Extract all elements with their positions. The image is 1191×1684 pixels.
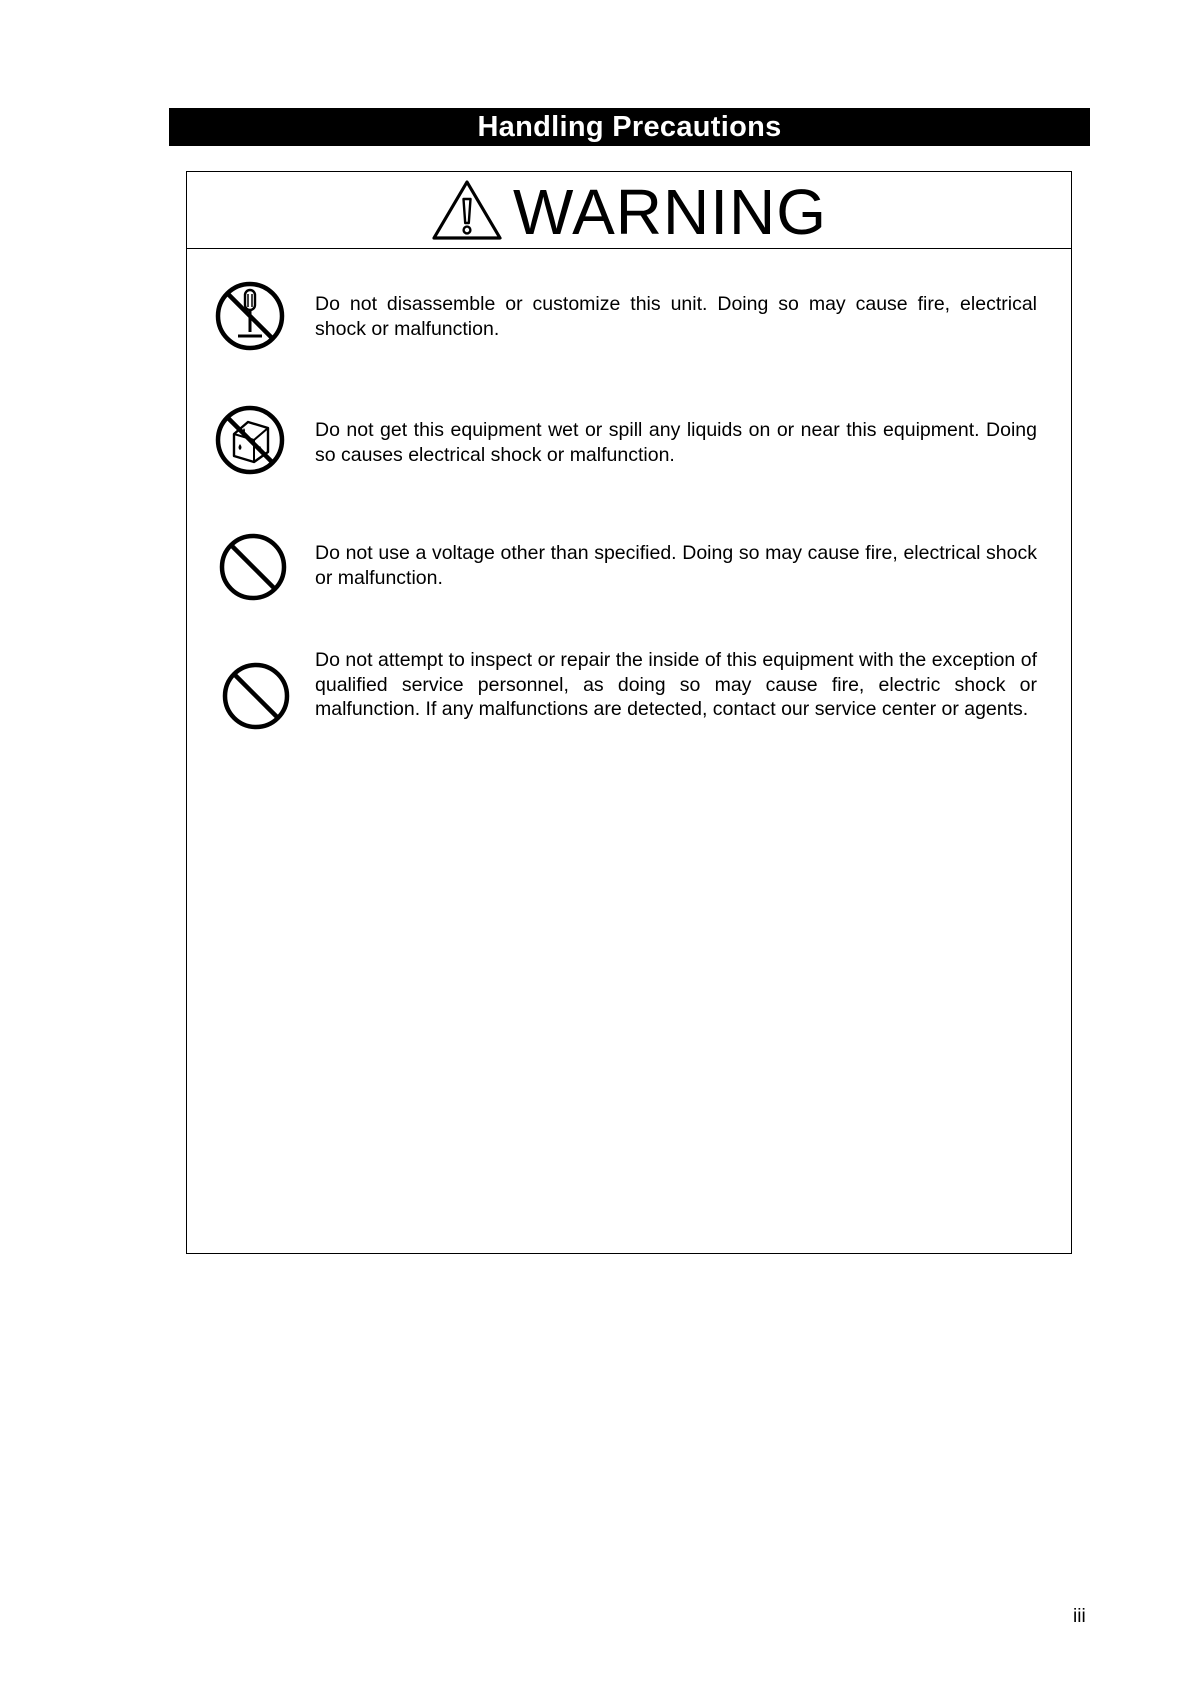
page-title: Handling Precautions [169,108,1090,146]
no-wet-hands-icon [214,404,286,476]
prohibited-icon [217,531,289,603]
page-number: iii [1073,1606,1086,1627]
warning-box [186,171,1072,1254]
warning-item-text: Do not use a voltage other than specified. Doing so may cause fire, electrical shock or malfunction. [315,542,1037,589]
warning-item-text: Do not disassemble or customize this unit. Doing so may cause fire, electrical shock or malfunction. [315,293,1037,340]
warning-item-text: Do not get this equipment wet or spill any liquids on or near this equipment. Doing so causes electrical shock or malfunction. [315,419,1037,466]
no-disassembly-icon [214,280,286,352]
warning-heading: WARNING [513,176,827,248]
prohibited-icon [220,660,292,732]
warning-header [187,172,1071,249]
warning-item-text: Do not attempt to inspect or repair the inside of this equipment with the exception of qualified service personnel, as doing so may cause fire, electric shock or malfunction. If any malfunctions are detected, contact our service center or agents. [315,649,1037,720]
warning-triangle-icon [431,179,503,241]
